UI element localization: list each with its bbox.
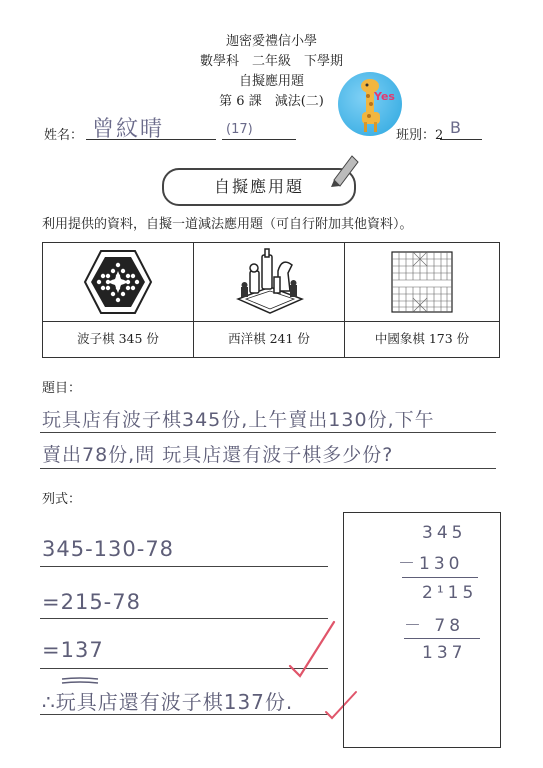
course-info: 數學科 二年級 下學期 xyxy=(199,54,343,69)
table-caption-divider xyxy=(43,321,499,322)
answer-line[interactable]: ∴玩具店還有波子棋137份. xyxy=(42,690,294,714)
working-rule-2 xyxy=(40,618,328,619)
answer-rule xyxy=(40,714,328,715)
question-label: 題目： xyxy=(42,381,82,396)
pencil-icon xyxy=(326,150,360,188)
name-label: 姓名： xyxy=(44,128,84,143)
vcalc-row-1[interactable]: 345 xyxy=(422,523,467,543)
chinese-checkers-icon xyxy=(83,249,153,315)
vcalc-row-5[interactable]: 137 xyxy=(422,643,467,663)
caption-chess: 西洋棋 241 份 xyxy=(228,331,310,346)
giraffe-icon xyxy=(338,72,402,136)
student-number[interactable]: (17) xyxy=(226,122,253,137)
name-underline xyxy=(86,139,216,140)
class-label: 班別：2 xyxy=(396,128,444,143)
working-rule-3 xyxy=(40,668,328,669)
question-line-2[interactable]: 賣出78份,問 玩具店還有波子棋多少份? xyxy=(42,444,394,466)
caption-xiangqi: 中國象棋 173 份 xyxy=(374,331,470,346)
instruction-text: 利用提供的資料，自擬一道減法應用題（可自行附加其他資料）。 xyxy=(42,217,413,232)
lesson-title: 第 6 課 減法(二) xyxy=(219,94,324,109)
vcalc-row-3[interactable]: 2¹15 xyxy=(422,583,478,603)
question-rule-1 xyxy=(40,432,496,433)
data-table xyxy=(42,242,500,358)
class-underline xyxy=(440,139,482,140)
working-rule-1 xyxy=(40,566,328,567)
worksheet-type: 自擬應用題 xyxy=(238,74,304,89)
vcalc-row-2[interactable]: －130 xyxy=(398,554,464,574)
working-line-2[interactable]: =215-78 xyxy=(42,590,141,614)
caption-checkers: 波子棋 345 份 xyxy=(77,331,159,346)
title-banner: 自擬應用題 xyxy=(162,168,356,206)
vcalc-rule-1 xyxy=(402,577,478,578)
question-rule-2 xyxy=(40,468,496,469)
school-name: 迦密愛禮信小學 xyxy=(225,34,317,49)
working-line-3[interactable]: =137 xyxy=(42,638,104,662)
school-logo xyxy=(338,72,402,136)
check-mark-icon xyxy=(286,618,338,678)
name-value[interactable]: 曾紋晴 xyxy=(92,117,165,142)
vertical-calc-box xyxy=(343,512,501,748)
number-underline xyxy=(222,139,296,140)
working-label: 列式： xyxy=(42,492,82,507)
vcalc-row-4[interactable]: － 78 xyxy=(404,616,465,636)
answer-underline-mark xyxy=(60,676,100,686)
vcalc-rule-2 xyxy=(404,638,480,639)
question-line-1[interactable]: 玩具店有波子棋345份,上午賣出130份,下午 xyxy=(42,409,435,431)
working-line-1[interactable]: 345-130-78 xyxy=(42,537,175,561)
logo-text: Yes xyxy=(374,90,395,103)
class-value[interactable]: B xyxy=(450,118,461,137)
chess-pieces-icon xyxy=(232,247,308,317)
xiangqi-board-icon xyxy=(391,251,453,313)
